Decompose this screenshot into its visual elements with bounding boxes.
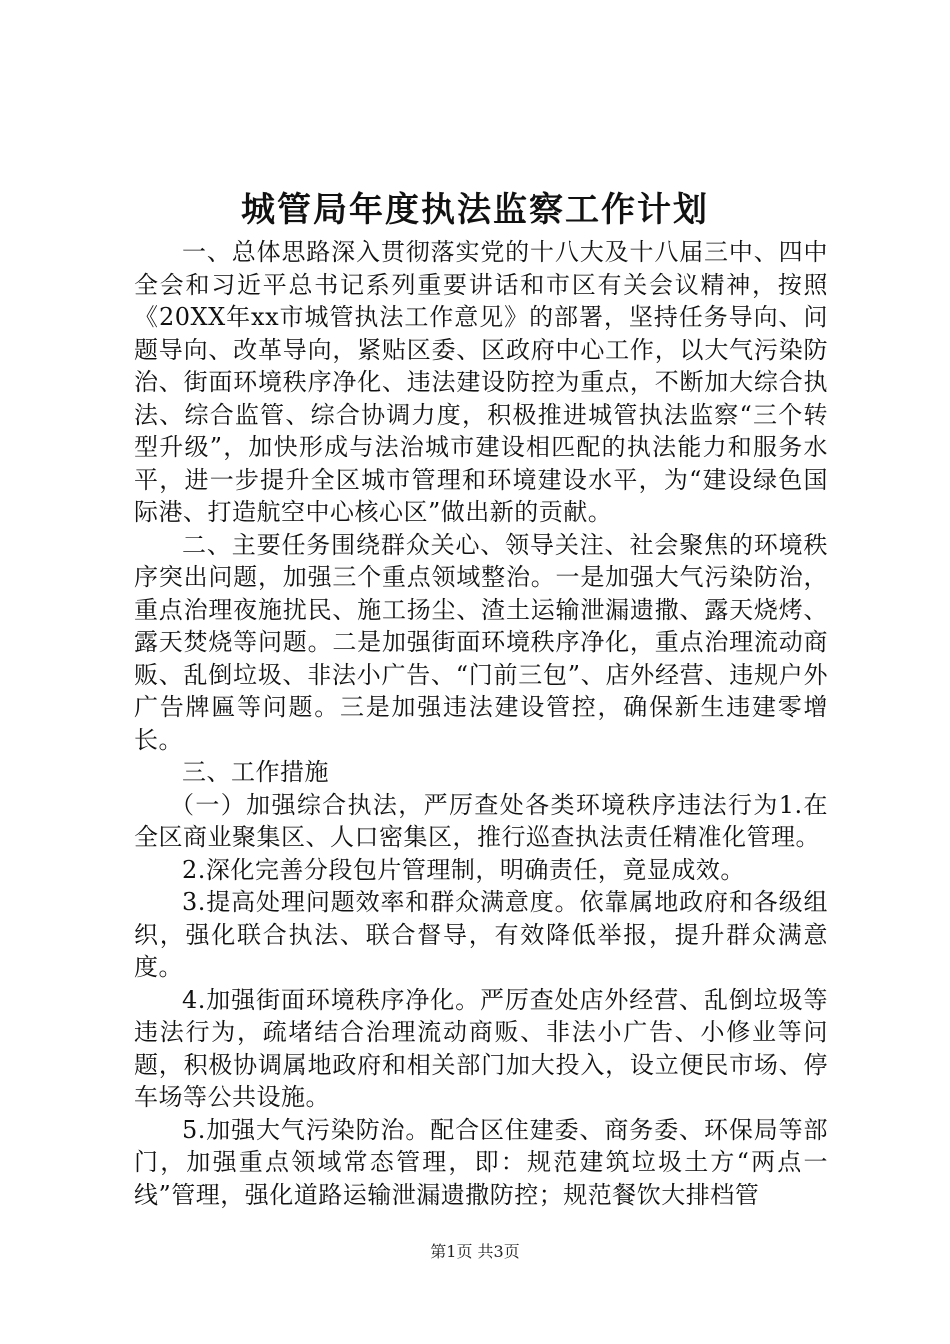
paragraph-measure-4: 4.加强街面环境秩序净化。严厉查处店外经营、乱倒垃圾等违法行为，疏堵结合治理流动商贩、非法小广告、小修业等问题，积极协调属地政府和相关部门加大投入，设立便民市场、停车场等公共设施。 (134, 985, 828, 1111)
paragraph-measure-5: 5.加强大气污染防治。配合区住建委、商务委、环保局等部门，加强重点领域常态管理，即：规范建筑垃圾土方“两点一线”管理，强化道路运输泄漏遗撒防控；规范餐饮大排档管 (134, 1115, 828, 1209)
document-body (134, 236, 828, 1211)
paragraph-measure-3: 3.提高处理问题效率和群众满意度。依靠属地政府和各级组织，强化联合执法、联合督导，有效降低举报，提升群众满意度。 (134, 888, 828, 981)
paragraph-measure-1: （一）加强综合执法，严厉查处各类环境秩序违法行为1.在全区商业聚集区、人口密集区，推行巡查执法责任精准化管理。 (134, 790, 828, 851)
document-title: 城管局年度执法监察工作计划 (241, 190, 709, 230)
paragraph-main-tasks: 二、主要任务围绕群众关心、领导关注、社会聚焦的环境秩序突出问题，加强三个重点领域整治。一是加强大气污染防治，重点治理夜施扰民、施工扬尘、渣土运输泄漏遗撒、露天烧烤、露天焚烧等问题。二是加强街面环境秩序净化，重点治理流动商贩、乱倒垃圾、非法小广告、“门前三包”、店外经营、违规户外广告牌匾等问题。三是加强违法建设管控，确保新生违建零增长。 (134, 530, 828, 754)
paragraph-overall-approach: 一、总体思路深入贯彻落实党的十八大及十八届三中、四中全会和习近平总书记系列重要讲话和市区有关会议精神，按照《20XX年xx市城管执法工作意见》的部署，坚持任务导向、问题导向、改革导向，紧贴区委、区政府中心工作，以大气污染防治、街面环境秩序净化、违法建设防控为重点，不断加大综合执法、综合监管、综合协调力度，积极推进城管执法监察“三个转型升级”，加快形成与法治城市建设相匹配的执法能力和服务水平，进一步提升全区城市管理和环境建设水平，为“建设绿色国际港、打造航空中心核心区”做出新的贡献。 (134, 238, 828, 526)
paragraph-measure-2: 2.深化完善分段包片管理制，明确责任，竟显成效。 (182, 855, 745, 884)
section-heading-measures: 三、工作措施 (182, 758, 329, 786)
page-number-footer: 第1页 共3页 (430, 1242, 520, 1261)
